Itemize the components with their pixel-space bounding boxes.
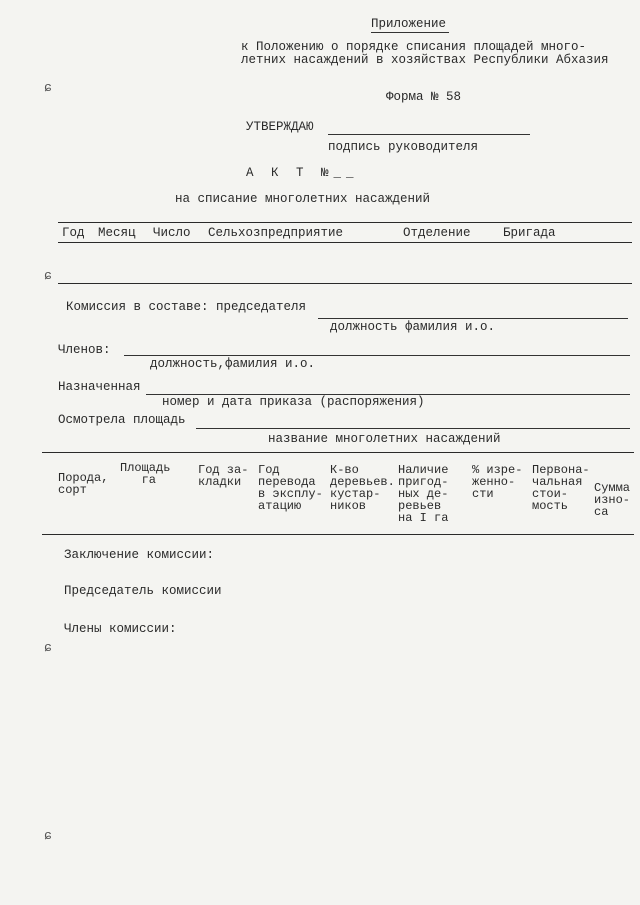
- binder-hole-mark: ɕ: [44, 80, 52, 95]
- table-header-suitable-trees: Наличие пригод- ных де- ревьев на I га: [398, 463, 449, 525]
- chair-line: [318, 318, 628, 319]
- inspected-label: Осмотрела площадь: [58, 413, 186, 427]
- appendix-underline: [371, 32, 449, 33]
- info-col-brigade: Бригада: [503, 226, 556, 240]
- members-label: Членов:: [58, 343, 111, 357]
- binder-hole-mark: ɕ: [44, 828, 52, 843]
- signature-caption: подпись руководителя: [328, 140, 479, 154]
- table-header-tree-count: К-во деревьев. кустар- ников: [330, 463, 395, 513]
- signature-line: [328, 134, 530, 135]
- act-subtitle: на списание многолетних насаждений: [175, 192, 431, 206]
- table-header-thinning-percent: % изре- женно- сти: [472, 463, 523, 501]
- chairman-label: Председатель комиссии: [64, 584, 222, 598]
- info-row-bottom-rule: [58, 242, 632, 243]
- info-col-enterprise: Сельхозпредприятие: [208, 226, 344, 240]
- regulation-line-1: к Положению о порядке списания площадей много-: [241, 40, 587, 54]
- table-header-area: Площадь га: [120, 461, 171, 487]
- info-col-department: Отделение: [403, 226, 471, 240]
- members-line: [124, 355, 630, 356]
- table-header-planting-year: Год за- кладки: [198, 463, 249, 489]
- table-header-operation-year: Год перевода в эксплу- атацию: [258, 463, 323, 513]
- binder-hole-mark: ɕ: [44, 640, 52, 655]
- info-fill-rule: [58, 283, 632, 284]
- binder-hole-mark: ɕ: [44, 268, 52, 283]
- inspected-line: [196, 428, 630, 429]
- commission-members-label: Члены комиссии:: [64, 622, 177, 636]
- appendix-title: Приложение: [371, 17, 447, 31]
- approve-label: УТВЕРЖДАЮ: [246, 120, 314, 134]
- chair-caption: должность фамилия и.о.: [330, 320, 496, 334]
- table-bottom-rule: [42, 534, 634, 535]
- table-header-breed: Порода, сорт: [58, 471, 109, 497]
- table-top-rule: [42, 452, 634, 453]
- conclusion-label: Заключение комиссии:: [64, 548, 215, 562]
- table-header-initial-cost: Первона- чальная стои- мость: [532, 463, 590, 513]
- info-col-day: Число: [153, 226, 191, 240]
- regulation-line-2: летних насаждений в хозяйствах Республики Абхазия: [241, 53, 609, 67]
- info-col-month: Месяц: [98, 226, 136, 240]
- commission-composition-label: Комиссия в составе: председателя: [66, 300, 307, 314]
- table-header-depreciation: Сумма изно- са: [594, 481, 631, 519]
- order-caption: номер и дата приказа (распоряжения): [162, 395, 425, 409]
- info-row-top-rule: [58, 222, 632, 223]
- plantation-caption: название многолетних насаждений: [268, 432, 501, 446]
- members-caption: должность,фамилия и.о.: [150, 357, 316, 371]
- act-title: А К Т №__: [246, 166, 359, 180]
- appointed-label: Назначенная: [58, 380, 141, 394]
- form-number: Форма № 58: [386, 90, 462, 104]
- info-col-year: Год: [62, 226, 85, 240]
